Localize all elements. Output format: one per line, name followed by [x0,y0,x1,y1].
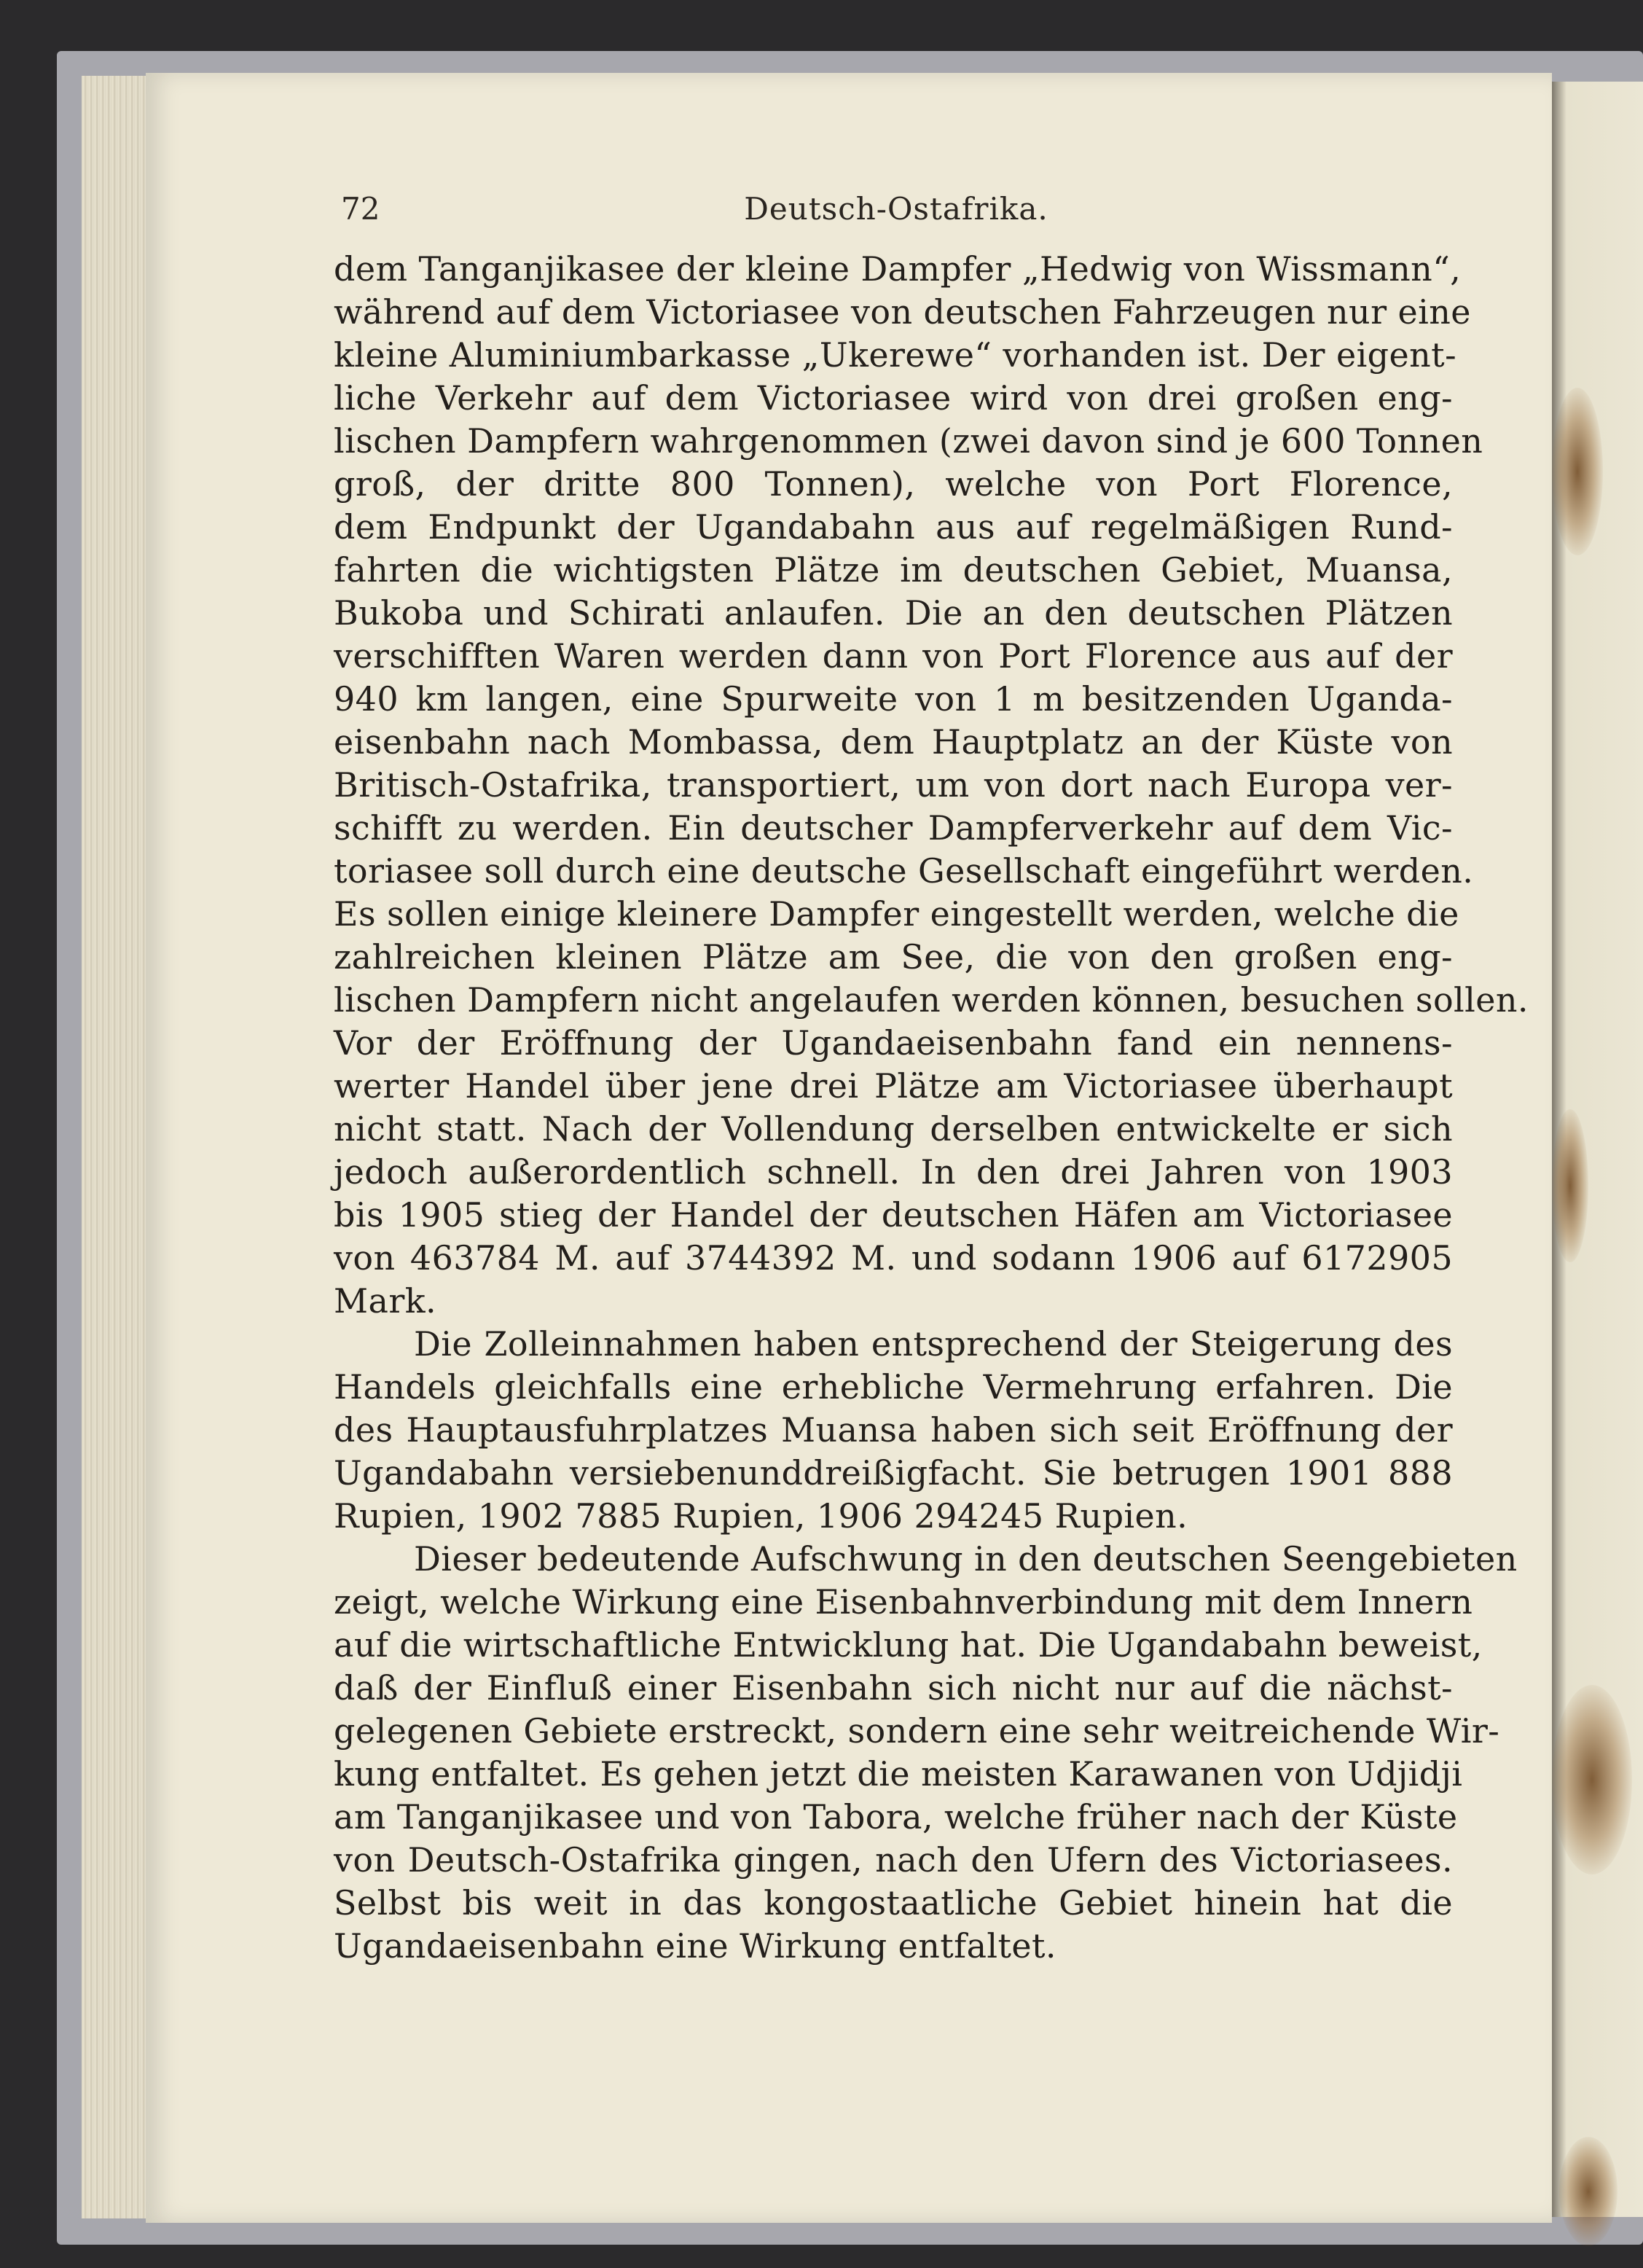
text-line: daß der Einfluß einer Eisenbahn sich nicht nur auf die nächst- [334,1668,1453,1708]
text-line: auf die wirtschaftliche Entwicklung hat. Die Ugandabahn beweist, [334,1625,1483,1665]
text-line: Britisch-Ostafrika, transportiert, um von dort nach Europa ver- [334,765,1453,805]
text-line: Es sollen einige kleinere Dampfer eingestellt werden, welche die [334,894,1459,934]
text-line: Dieser bedeutende Aufschwung in den deutschen Seengebieten [414,1539,1518,1579]
text-line: des Hauptausfuhrplatzes Muansa haben sich seit Eröffnung der [334,1410,1453,1450]
text-line: Vor der Eröffnung der Ugandaeisenbahn fand ein nennens- [334,1023,1453,1063]
text-line: fahrten die wichtigsten Plätze im deutschen Gebiet, Muansa, [334,550,1453,590]
text-line: jedoch außerordentlich schnell. In den drei Jahren von 1903 [334,1152,1453,1192]
text-line: Bukoba und Schirati anlaufen. Die an den deutschen Plätzen [334,593,1453,633]
stain [1559,2137,1617,2246]
text-line: gelegenen Gebiete erstreckt, sondern eine sehr weitreichende Wir- [334,1711,1500,1751]
text-line: toriasee soll durch eine deutsche Gesellschaft eingeführt werden. [334,851,1474,891]
text-line: Rupien, 1902 7885 Rupien, 1906 294245 Rupien. [334,1496,1188,1536]
text-line: liche Verkehr auf dem Victoriasee wird von drei großen eng- [334,378,1453,418]
stain [1552,1685,1632,1874]
text-line: schifft zu werden. Ein deutscher Dampferverkehr auf dem Vic- [334,808,1453,848]
text-line: dem Tanganjikasee der kleine Dampfer „Hedwig von Wissmann“, [334,249,1462,289]
text-line: Ugandaeisenbahn eine Wirkung entfaltet. [334,1926,1056,1966]
text-line: bis 1905 stieg der Handel der deutschen Häfen am Victoriasee [334,1195,1453,1235]
text-line: Selbst bis weit in das kongostaatliche Gebiet hinein hat die [334,1883,1453,1923]
text-line: kung entfaltet. Es gehen jetzt die meisten Karawanen von Udjidji [334,1754,1463,1794]
text-line: von Deutsch-Ostafrika gingen, nach den Ufern des Victoriasees. [334,1840,1453,1880]
text-line: Mark. [334,1281,437,1321]
text-line: während auf dem Victoriasee von deutschen Fahrzeugen nur eine [334,292,1471,332]
page-header [341,191,1451,235]
text-line: kleine Aluminiumbarkasse „Ukerewe“ vorhanden ist. Der eigent- [334,335,1457,375]
stain [1552,1109,1588,1262]
text-line: groß, der dritte 800 Tonnen), welche von Port Florence, [334,464,1453,504]
text-line: von 463784 M. auf 3744392 M. und sodann 1906 auf 6172905 [334,1238,1453,1278]
facing-page-edge [1552,82,1643,2217]
text-line: zeigt, welche Wirkung eine Eisenbahnverbindung mit dem Innern [334,1582,1473,1622]
page-number: 72 [341,191,380,227]
text-line: Ugandabahn versiebenunddreißigfacht. Sie betrugen 1901 888 [334,1453,1453,1493]
running-title: Deutsch-Ostafrika. [744,191,1048,227]
text-line: Die Zolleinnahmen haben entsprechend der Steigerung des [414,1324,1453,1364]
text-line: Handels gleichfalls eine erhebliche Vermehrung erfahren. Die [334,1367,1453,1407]
text-line: lischen Dampfern wahrgenommen (zwei davon sind je 600 Tonnen [334,421,1483,461]
text-line: nicht statt. Nach der Vollendung derselben entwickelte er sich [334,1109,1453,1149]
text-line: zahlreichen kleinen Plätze am See, die von den großen eng- [334,937,1453,977]
text-line: verschifften Waren werden dann von Port Florence aus auf der [334,636,1453,676]
text-line: werter Handel über jene drei Plätze am Victoriasee überhaupt [334,1066,1453,1106]
body-text [334,248,1529,1968]
text-line: am Tanganjikasee und von Tabora, welche früher nach der Küste [334,1797,1458,1837]
text-line: 940 km langen, eine Spurweite von 1 m besitzenden Uganda- [334,679,1453,719]
text-line: lischen Dampfern nicht angelaufen werden können, besuchen sollen. [334,980,1529,1020]
text-line: eisenbahn nach Mombassa, dem Hauptplatz an der Küste von [334,722,1453,762]
text-line: dem Endpunkt der Ugandabahn aus auf regelmäßigen Rund- [334,507,1453,547]
stain [1552,388,1603,555]
